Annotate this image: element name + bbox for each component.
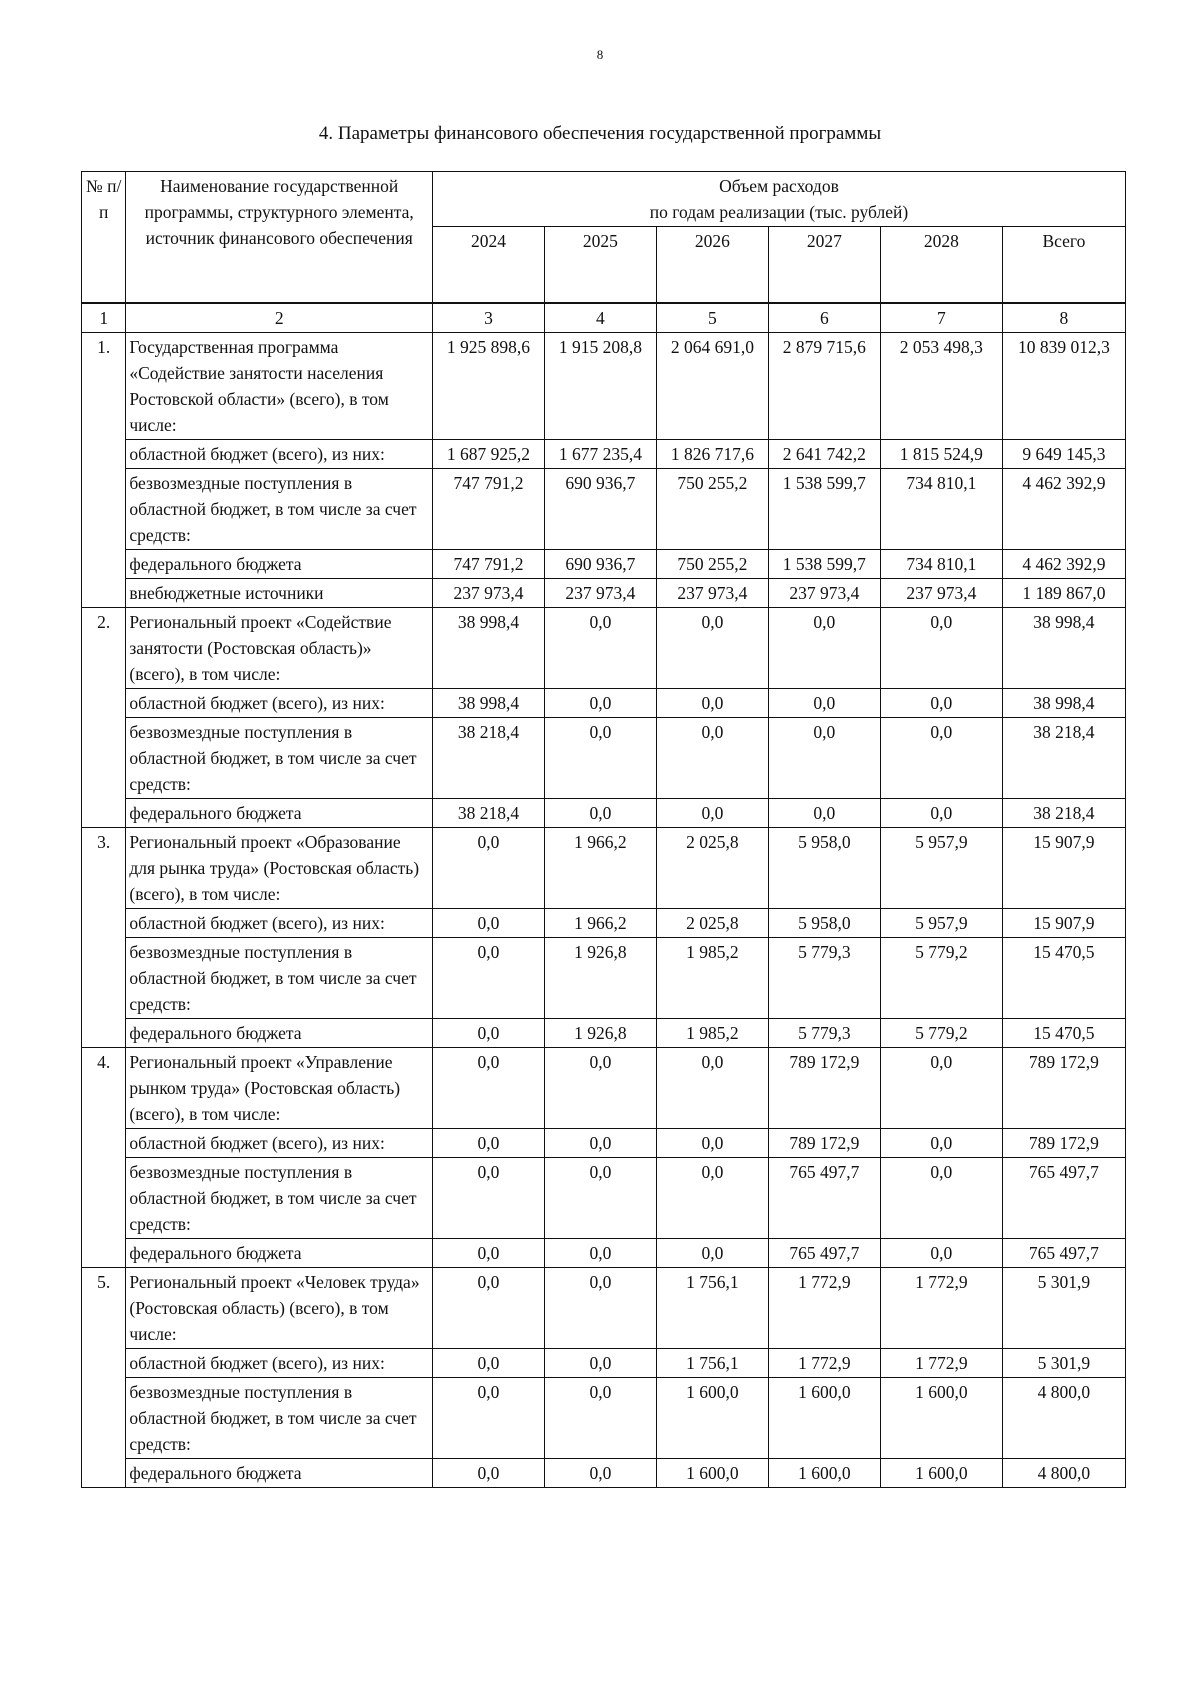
header-year-cell: 2026	[656, 227, 768, 303]
row-value-cell: 690 936,7	[544, 549, 656, 578]
row-value-cell: 789 172,9	[768, 1047, 880, 1128]
row-value-cell: 1 538 599,7	[768, 549, 880, 578]
row-value-cell: 5 779,2	[880, 937, 1002, 1018]
row-value-cell: 0,0	[544, 688, 656, 717]
row-value-cell: 2 879 715,6	[768, 332, 880, 439]
row-name-cell: федерального бюджета	[126, 1238, 433, 1267]
row-value-cell: 747 791,2	[433, 549, 545, 578]
row-value-cell: 1 600,0	[768, 1377, 880, 1458]
row-value-cell: 2 064 691,0	[656, 332, 768, 439]
row-value-cell: 1 687 925,2	[433, 439, 545, 468]
header-volume-cell	[433, 172, 1126, 227]
row-value-cell: 5 779,3	[768, 1018, 880, 1047]
row-value-cell: 5 957,9	[880, 908, 1002, 937]
column-number-cell: 8	[1002, 303, 1125, 333]
row-number-cell: 5.	[82, 1267, 126, 1487]
row-value-cell: 0,0	[544, 1348, 656, 1377]
row-value-cell: 0,0	[433, 1128, 545, 1157]
row-value-cell: 38 998,4	[433, 688, 545, 717]
row-value-cell: 0,0	[768, 688, 880, 717]
row-value-cell: 0,0	[656, 1157, 768, 1238]
header-year-cell: 2024	[433, 227, 545, 303]
row-value-cell: 2 053 498,3	[880, 332, 1002, 439]
row-total-cell: 4 800,0	[1002, 1458, 1125, 1487]
table-row-section	[82, 827, 1126, 908]
row-value-cell: 0,0	[433, 1018, 545, 1047]
row-value-cell: 1 926,8	[544, 1018, 656, 1047]
row-value-cell: 0,0	[544, 1458, 656, 1487]
row-number-cell: 2.	[82, 607, 126, 827]
header-volume-line2: по годам реализации (тыс. рублей)	[649, 202, 909, 222]
column-number-cell: 7	[880, 303, 1002, 333]
row-value-cell: 237 973,4	[880, 578, 1002, 607]
row-value-cell: 0,0	[544, 798, 656, 827]
row-name-cell: Государственная программа «Содействие занятости населения Ростовской области» (всего), в том числе:	[126, 332, 433, 439]
column-number-cell: 4	[544, 303, 656, 333]
row-value-cell: 0,0	[544, 1377, 656, 1458]
row-value-cell: 1 826 717,6	[656, 439, 768, 468]
table-row	[82, 798, 1126, 827]
row-value-cell: 237 973,4	[656, 578, 768, 607]
row-value-cell: 0,0	[544, 1157, 656, 1238]
column-number-cell: 3	[433, 303, 545, 333]
row-value-cell: 2 025,8	[656, 827, 768, 908]
row-total-cell: 765 497,7	[1002, 1157, 1125, 1238]
row-value-cell: 5 779,2	[880, 1018, 1002, 1047]
row-value-cell: 1 985,2	[656, 1018, 768, 1047]
row-name-cell: Региональный проект «Образование для рынка труда» (Ростовская область) (всего), в том числе:	[126, 827, 433, 908]
row-total-cell: 38 998,4	[1002, 607, 1125, 688]
table-row	[82, 1128, 1126, 1157]
table-row	[82, 1348, 1126, 1377]
row-value-cell: 1 772,9	[880, 1267, 1002, 1348]
row-value-cell: 0,0	[433, 1348, 545, 1377]
row-name-cell: Региональный проект «Содействие занятости (Ростовская область)» (всего), в том числе:	[126, 607, 433, 688]
row-value-cell: 5 779,3	[768, 937, 880, 1018]
row-value-cell: 5 958,0	[768, 908, 880, 937]
row-total-cell: 9 649 145,3	[1002, 439, 1125, 468]
row-value-cell: 1 815 524,9	[880, 439, 1002, 468]
table-row	[82, 717, 1126, 798]
row-value-cell: 1 772,9	[880, 1348, 1002, 1377]
header-year-cell: 2027	[768, 227, 880, 303]
row-value-cell: 0,0	[433, 937, 545, 1018]
column-number-cell: 5	[656, 303, 768, 333]
table-row	[82, 468, 1126, 549]
row-value-cell: 0,0	[656, 717, 768, 798]
row-value-cell: 0,0	[433, 1047, 545, 1128]
row-name-cell: безвозмездные поступления в областной бюджет, в том числе за счет средств:	[126, 1157, 433, 1238]
row-name-cell: федерального бюджета	[126, 1458, 433, 1487]
row-total-cell: 15 907,9	[1002, 827, 1125, 908]
table-header	[82, 172, 1126, 333]
row-value-cell: 237 973,4	[768, 578, 880, 607]
row-value-cell: 0,0	[880, 798, 1002, 827]
row-name-cell: областной бюджет (всего), из них:	[126, 439, 433, 468]
row-value-cell: 0,0	[544, 607, 656, 688]
row-value-cell: 0,0	[880, 1047, 1002, 1128]
table-row	[82, 1157, 1126, 1238]
row-value-cell: 0,0	[656, 1047, 768, 1128]
table-row	[82, 578, 1126, 607]
row-value-cell: 1 756,1	[656, 1348, 768, 1377]
row-value-cell: 1 985,2	[656, 937, 768, 1018]
row-value-cell: 1 772,9	[768, 1267, 880, 1348]
row-value-cell: 765 497,7	[768, 1157, 880, 1238]
header-num-cell: № п/п	[82, 172, 126, 303]
row-value-cell: 1 677 235,4	[544, 439, 656, 468]
row-number-cell: 4.	[82, 1047, 126, 1267]
row-value-cell: 0,0	[880, 688, 1002, 717]
row-value-cell: 237 973,4	[544, 578, 656, 607]
row-value-cell: 0,0	[880, 717, 1002, 798]
table-row-section	[82, 607, 1126, 688]
table-row-section	[82, 1267, 1126, 1348]
row-name-cell: внебюджетные источники	[126, 578, 433, 607]
row-value-cell: 690 936,7	[544, 468, 656, 549]
row-value-cell: 0,0	[433, 1377, 545, 1458]
row-value-cell: 0,0	[656, 607, 768, 688]
row-total-cell: 10 839 012,3	[1002, 332, 1125, 439]
header-year-cell: 2025	[544, 227, 656, 303]
row-value-cell: 5 957,9	[880, 827, 1002, 908]
table-row	[82, 688, 1126, 717]
row-value-cell: 1 756,1	[656, 1267, 768, 1348]
row-value-cell: 1 925 898,6	[433, 332, 545, 439]
column-number-cell: 1	[82, 303, 126, 333]
row-total-cell: 15 907,9	[1002, 908, 1125, 937]
row-name-cell: Региональный проект «Управление рынком труда» (Ростовская область) (всего), в том числе:	[126, 1047, 433, 1128]
row-value-cell: 1 966,2	[544, 908, 656, 937]
row-value-cell: 734 810,1	[880, 468, 1002, 549]
row-name-cell: Региональный проект «Человек труда» (Ростовская область) (всего), в том числе:	[126, 1267, 433, 1348]
table-row	[82, 937, 1126, 1018]
table-row	[82, 1238, 1126, 1267]
row-number-cell: 3.	[82, 827, 126, 1047]
header-total-cell: Всего	[1002, 227, 1125, 303]
row-total-cell: 4 800,0	[1002, 1377, 1125, 1458]
row-value-cell: 237 973,4	[433, 578, 545, 607]
row-value-cell: 0,0	[544, 1267, 656, 1348]
row-value-cell: 1 600,0	[656, 1377, 768, 1458]
row-name-cell: безвозмездные поступления в областной бюджет, в том числе за счет средств:	[126, 1377, 433, 1458]
row-name-cell: федерального бюджета	[126, 1018, 433, 1047]
row-name-cell: областной бюджет (всего), из них:	[126, 1348, 433, 1377]
row-name-cell: областной бюджет (всего), из них:	[126, 688, 433, 717]
row-value-cell: 0,0	[656, 798, 768, 827]
row-value-cell: 0,0	[656, 688, 768, 717]
row-total-cell: 15 470,5	[1002, 1018, 1125, 1047]
row-value-cell: 0,0	[544, 1238, 656, 1267]
row-value-cell: 0,0	[880, 1128, 1002, 1157]
row-name-cell: безвозмездные поступления в областной бюджет, в том числе за счет средств:	[126, 937, 433, 1018]
row-value-cell: 0,0	[544, 1047, 656, 1128]
row-value-cell: 789 172,9	[768, 1128, 880, 1157]
row-value-cell: 0,0	[433, 827, 545, 908]
row-value-cell: 750 255,2	[656, 468, 768, 549]
row-name-cell: федерального бюджета	[126, 798, 433, 827]
table-row	[82, 1018, 1126, 1047]
row-value-cell: 2 641 742,2	[768, 439, 880, 468]
row-total-cell: 765 497,7	[1002, 1238, 1125, 1267]
row-value-cell: 0,0	[544, 717, 656, 798]
row-value-cell: 0,0	[433, 1157, 545, 1238]
row-value-cell: 0,0	[768, 717, 880, 798]
row-value-cell: 1 926,8	[544, 937, 656, 1018]
row-value-cell: 0,0	[880, 1238, 1002, 1267]
row-name-cell: областной бюджет (всего), из них:	[126, 1128, 433, 1157]
page-number: 8	[596, 47, 604, 62]
row-value-cell: 2 025,8	[656, 908, 768, 937]
row-value-cell: 0,0	[880, 607, 1002, 688]
row-value-cell: 1 538 599,7	[768, 468, 880, 549]
row-value-cell: 0,0	[433, 1458, 545, 1487]
row-value-cell: 1 600,0	[880, 1458, 1002, 1487]
row-value-cell: 0,0	[544, 1128, 656, 1157]
table-row-section	[82, 332, 1126, 439]
row-total-cell: 38 218,4	[1002, 798, 1125, 827]
row-value-cell: 1 600,0	[656, 1458, 768, 1487]
row-value-cell: 1 966,2	[544, 827, 656, 908]
row-total-cell: 15 470,5	[1002, 937, 1125, 1018]
row-value-cell: 38 218,4	[433, 798, 545, 827]
header-volume-line1: Объем расходов	[719, 176, 839, 196]
row-total-cell: 38 998,4	[1002, 688, 1125, 717]
row-value-cell: 38 998,4	[433, 607, 545, 688]
row-total-cell: 789 172,9	[1002, 1047, 1125, 1128]
column-number-cell: 6	[768, 303, 880, 333]
column-number-row	[82, 303, 1126, 333]
table-row	[82, 1377, 1126, 1458]
table-body	[82, 332, 1126, 1487]
header-year-cell: 2028	[880, 227, 1002, 303]
row-value-cell: 765 497,7	[768, 1238, 880, 1267]
row-total-cell: 4 462 392,9	[1002, 549, 1125, 578]
row-number-cell: 1.	[82, 332, 126, 607]
table-row	[82, 908, 1126, 937]
row-name-cell: безвозмездные поступления в областной бюджет, в том числе за счет средств:	[126, 468, 433, 549]
row-total-cell: 1 189 867,0	[1002, 578, 1125, 607]
row-value-cell: 0,0	[433, 908, 545, 937]
row-value-cell: 1 600,0	[880, 1377, 1002, 1458]
page-title: 4. Параметры финансового обеспечения государственной программы	[318, 123, 882, 144]
header-name-cell: Наименование государственной программы, структурного элемента, источник финансового обеспечения	[126, 172, 433, 303]
row-value-cell: 0,0	[656, 1128, 768, 1157]
row-value-cell: 750 255,2	[656, 549, 768, 578]
row-value-cell: 1 915 208,8	[544, 332, 656, 439]
row-total-cell: 5 301,9	[1002, 1348, 1125, 1377]
row-value-cell: 5 958,0	[768, 827, 880, 908]
row-total-cell: 5 301,9	[1002, 1267, 1125, 1348]
row-value-cell: 0,0	[656, 1238, 768, 1267]
row-value-cell: 0,0	[768, 607, 880, 688]
row-name-cell: областной бюджет (всего), из них:	[126, 908, 433, 937]
row-value-cell: 1 600,0	[768, 1458, 880, 1487]
row-value-cell: 747 791,2	[433, 468, 545, 549]
row-total-cell: 789 172,9	[1002, 1128, 1125, 1157]
row-value-cell: 0,0	[433, 1267, 545, 1348]
column-number-cell: 2	[126, 303, 433, 333]
row-value-cell: 38 218,4	[433, 717, 545, 798]
financing-table	[81, 171, 1126, 1488]
row-total-cell: 38 218,4	[1002, 717, 1125, 798]
row-value-cell: 0,0	[433, 1238, 545, 1267]
row-name-cell: федерального бюджета	[126, 549, 433, 578]
row-value-cell: 0,0	[768, 798, 880, 827]
row-value-cell: 734 810,1	[880, 549, 1002, 578]
table-row	[82, 549, 1126, 578]
row-value-cell: 1 772,9	[768, 1348, 880, 1377]
row-name-cell: безвозмездные поступления в областной бюджет, в том числе за счет средств:	[126, 717, 433, 798]
table-row-section	[82, 1047, 1126, 1128]
table-row	[82, 439, 1126, 468]
row-value-cell: 0,0	[880, 1157, 1002, 1238]
table-row	[82, 1458, 1126, 1487]
row-total-cell: 4 462 392,9	[1002, 468, 1125, 549]
